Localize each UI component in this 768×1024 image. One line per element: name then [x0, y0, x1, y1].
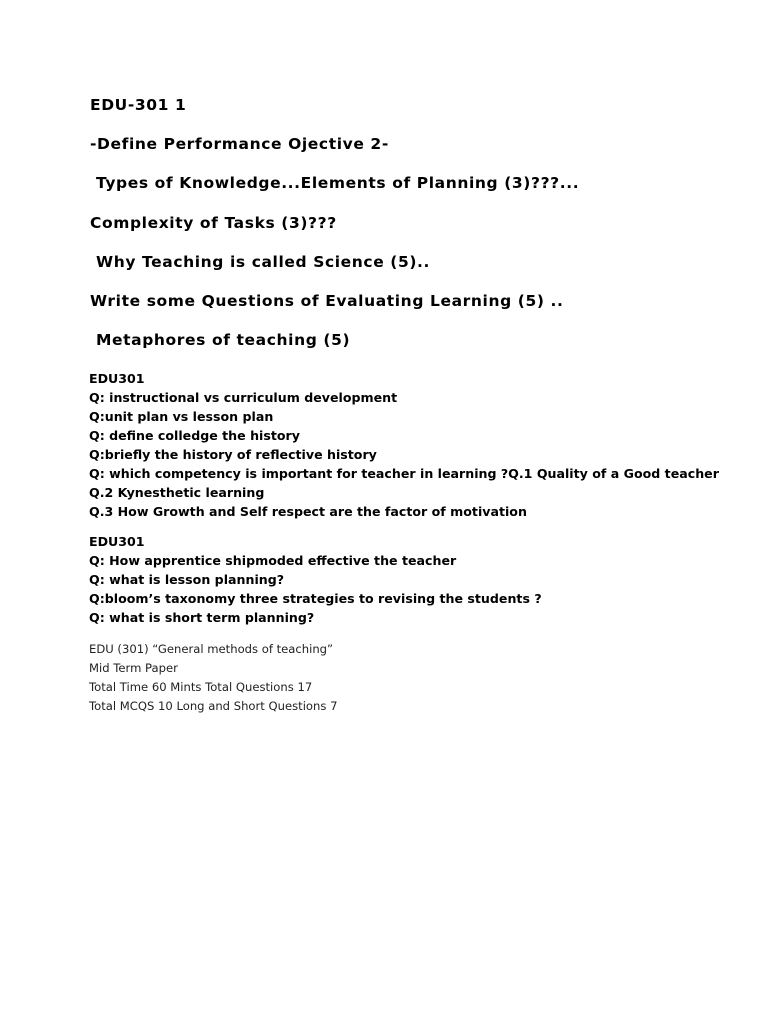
- list-item: Q: instructional vs curriculum development: [89, 390, 398, 405]
- paper-info: [89, 640, 749, 716]
- list-item: Q: what is lesson planning?: [89, 572, 285, 587]
- heading-teaching-science: Why Teaching is called Science (5)..: [96, 252, 431, 271]
- question-list-1: [89, 369, 749, 521]
- section-title: EDU301: [89, 534, 145, 549]
- mcqs-and-long-questions: Total MCQS 10 Long and Short Questions 7: [89, 699, 338, 713]
- list-item: Q: How apprentice shipmoded effective the teacher: [89, 553, 457, 568]
- heading-complexity-of-tasks: Complexity of Tasks (3)???: [90, 213, 337, 232]
- course-title: EDU (301) “General methods of teaching”: [89, 642, 334, 656]
- list-item: Q: define colledge the history: [89, 428, 300, 443]
- heading-types-of-knowledge: Types of Knowledge...Elements of Planning (3)???...: [96, 174, 580, 193]
- heading-block: [90, 94, 750, 368]
- time-and-questions: Total Time 60 Mints Total Questions 17: [89, 680, 313, 694]
- list-item: Q.2 Kynesthetic learning: [89, 485, 265, 500]
- list-item: Q.3 How Growth and Self respect are the factor of motivation: [89, 504, 527, 519]
- heading-course-code: EDU-301 1: [90, 96, 187, 114]
- heading-evaluating-learning: Write some Questions of Evaluating Learning (5) ..: [90, 291, 564, 310]
- paper-type: Mid Term Paper: [89, 661, 178, 675]
- list-item: Q: which competency is important for teacher in learning ?Q.1 Quality of a Good teacher: [89, 466, 719, 481]
- list-item: Q:unit plan vs lesson plan: [89, 409, 274, 424]
- section-title: EDU301: [89, 371, 145, 386]
- list-item: Q:bloom’s taxonomy three strategies to revising the students ?: [89, 591, 542, 606]
- question-list-2: [89, 532, 749, 627]
- heading-metaphors-of-teaching: Metaphores of teaching (5): [96, 331, 351, 350]
- heading-performance-objective: -Define Performance Ojective 2-: [90, 135, 389, 154]
- list-item: Q:briefly the history of reflective history: [89, 447, 377, 462]
- list-item: Q: what is short term planning?: [89, 610, 315, 625]
